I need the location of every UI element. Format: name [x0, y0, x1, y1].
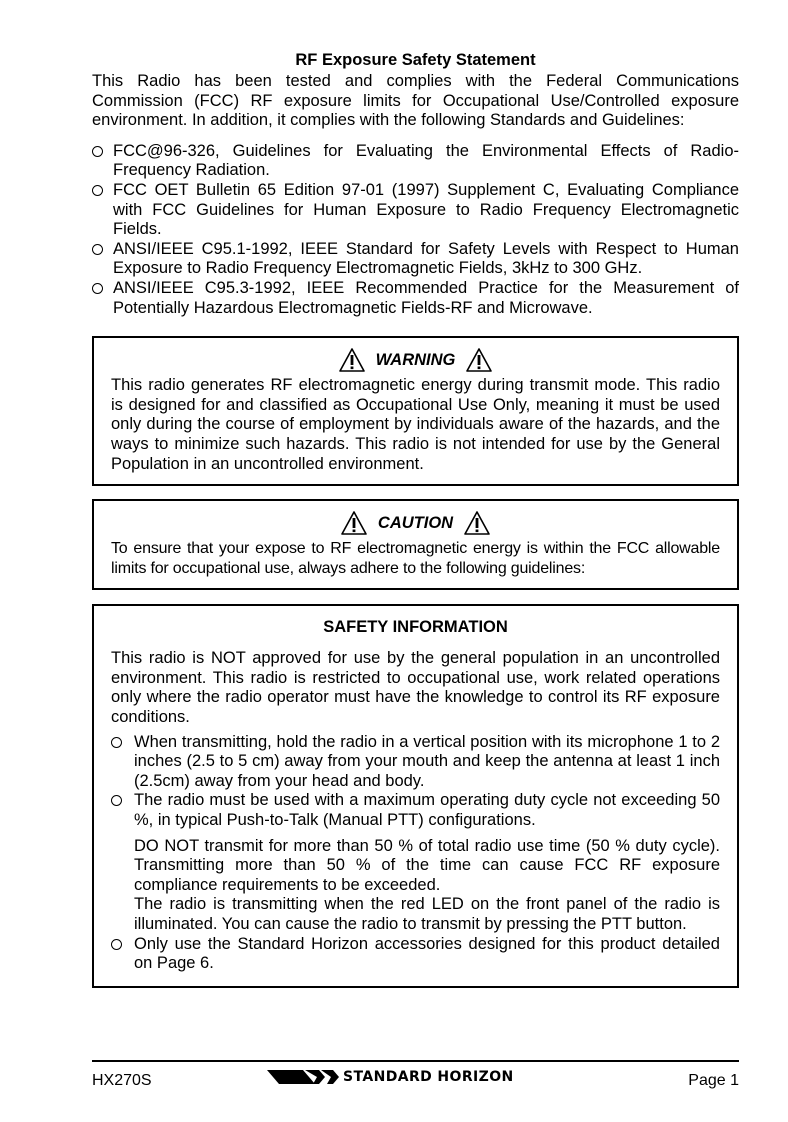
duty-cycle-note: DO NOT transmit for more than 50 % of total radio use time (50 % duty cycle). Transmitting more than 50 % of the time can cause FCC RF exposure compliance requirements to be exceeded.	[134, 836, 720, 894]
page-footer	[92, 1060, 739, 1098]
warning-heading	[111, 348, 720, 372]
warning-text: This radio generates RF electromagnetic energy during transmit mode. This radio is designed for and classified as Occupational Use Only, meaning it must be used only during the course of employment by individuals aware of the hazards, and the ways to minimize such hazards. This radio is not intended for use by the General Population in an uncontrolled environment.	[111, 376, 720, 473]
references-list	[92, 142, 739, 318]
circle-bullet-icon	[92, 146, 103, 157]
warning-triangle-icon	[463, 510, 491, 536]
standard-horizon-logo-icon	[267, 1068, 339, 1086]
warning-label: WARNING	[375, 350, 456, 369]
safety-information-box	[92, 604, 739, 988]
brand-name: STANDARD HORIZON	[343, 1069, 514, 1085]
warning-triangle-icon	[338, 347, 366, 373]
list-item: FCC@96-326, Guidelines for Evaluating the Environmental Effects of Radio-Frequency Radiation.	[92, 142, 739, 181]
list-item: The radio must be used with a maximum operating duty cycle not exceeding 50 %, in typical Push-to-Talk (Manual PTT) configurations. DO NOT transmit for more than 50 % of total radio use time (50 % duty cycle). Transmitting more than 50 % of the time can cause FCC RF exposure compliance requirements to be exceeded. The radio is transmitting when the red LED on the front panel of the radio is illuminated. You can cause the radio to transmit by pressing the PTT button.	[111, 791, 720, 934]
caution-box	[92, 499, 739, 590]
circle-bullet-icon	[92, 185, 103, 196]
warning-triangle-icon	[465, 347, 493, 373]
brand-logo	[267, 1068, 514, 1086]
page-title: RF Exposure Safety Statement	[295, 51, 536, 69]
safety-intro: This radio is NOT approved for use by the general population in an uncontrolled environment. This radio is restricted to occupational use, work related operations only where the radio operator must have the knowledge to control its RF exposure conditions.	[111, 649, 720, 727]
circle-bullet-icon	[111, 795, 122, 806]
list-item: When transmitting, hold the radio in a vertical position with its microphone 1 to 2 inches (2.5 to 5 cm) away from your mouth and keep the antenna at least 1 inch (2.5cm) away from your head and body.	[111, 733, 720, 792]
warning-box	[92, 336, 739, 486]
model-number: HX270S	[92, 1072, 152, 1089]
caution-heading	[111, 511, 720, 535]
list-item: ANSI/IEEE C95.3-1992, IEEE Recommended Practice for the Measurement of Potentially Hazardous Electromagnetic Fields-RF and Microwave.	[92, 279, 739, 318]
list-item: FCC OET Bulletin 65 Edition 97-01 (1997) Supplement C, Evaluating Compliance with FCC Guidelines for Human Exposure to Radio Frequency Electromagnetic Fields.	[92, 181, 739, 240]
caution-text: To ensure that your expose to RF electromagnetic energy is within the FCC allowable limits for occupational use, always adhere to the following guidelines:	[111, 540, 720, 577]
caution-label: CAUTION	[377, 513, 454, 532]
led-note: The radio is transmitting when the red LED on the front panel of the radio is illuminated. You can cause the radio to transmit by pressing the PTT button.	[134, 895, 720, 933]
safety-list	[111, 733, 720, 974]
circle-bullet-icon	[92, 283, 103, 294]
intro-paragraph: This Radio has been tested and complies with the Federal Communications Commission (FCC) RF exposure limits for Occupational Use/Controlled exposure environment. In addition, it complies with the following Standards and Guidelines:	[92, 72, 739, 130]
warning-triangle-icon	[340, 510, 368, 536]
list-item: Only use the Standard Horizon accessories designed for this product detailed on Page 6.	[111, 935, 720, 974]
safety-heading: SAFETY INFORMATION	[323, 618, 508, 637]
page-content	[92, 50, 739, 988]
circle-bullet-icon	[111, 939, 122, 950]
page-number: Page 1	[688, 1072, 739, 1089]
circle-bullet-icon	[111, 737, 122, 748]
circle-bullet-icon	[92, 244, 103, 255]
list-item: ANSI/IEEE C95.1-1992, IEEE Standard for Safety Levels with Respect to Human Exposure to Radio Frequency Electromagnetic Fields, 3kHz to 300 GHz.	[92, 240, 739, 279]
